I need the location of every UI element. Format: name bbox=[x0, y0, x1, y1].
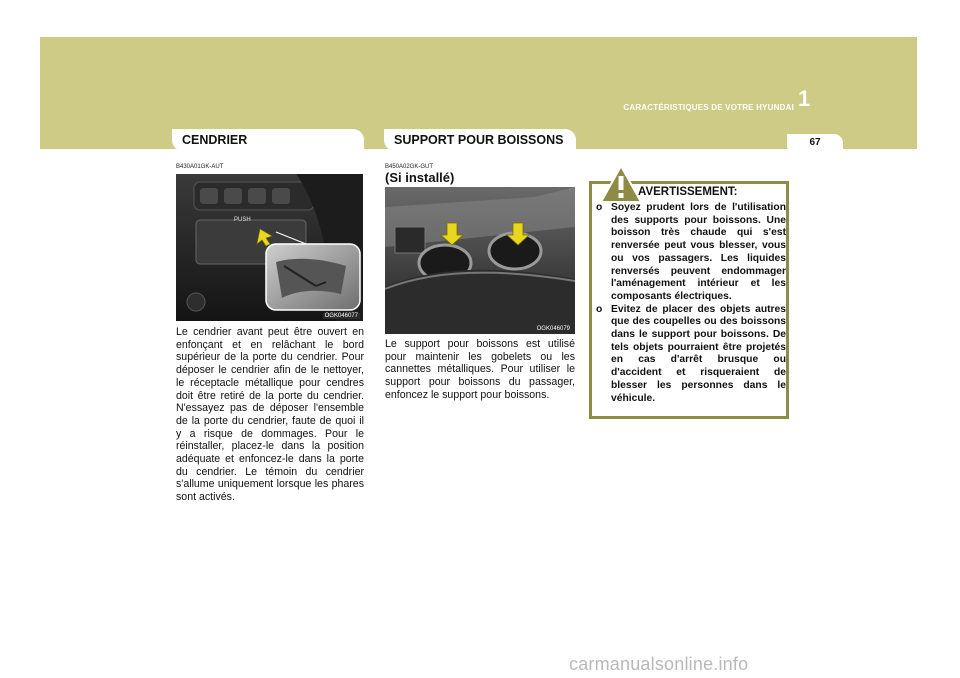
photo-caption: OGK046077 bbox=[324, 313, 358, 319]
cupholder-photo bbox=[385, 187, 575, 334]
cupholder-body-text: Le support pour boissons est utilisé pour maintenir les gobelets ou les cannettes métalliques. Pour utiliser le support pour boissons du passager, enfoncez le support pour boissons. bbox=[385, 338, 575, 401]
warning-box bbox=[589, 181, 789, 419]
section-code: B450A02GK-GUT bbox=[385, 164, 434, 170]
section-subtitle: (Si installé) bbox=[385, 170, 455, 185]
ashtray-body-text: Le cendrier avant peut être ouvert en enfonçant et en relâchant le bord supérieur de la porte du cendrier. Pour déposer le cendrier afin de le nettoyer, le réceptacle métallique pour cendres doit être retiré de la porte du cendrier. N'essayez pas de déposer l'ensemble de la porte du cendrier, faute de quoi il y a risque de dommages. Pour le réinstaller, placez-le dans la position adéquate et enfoncez-le dans la porte du cendrier. Le témoin du cendrier s'allume uniquement lorsque les phares sont activés. bbox=[176, 326, 364, 504]
cupholder-illustration bbox=[385, 187, 575, 334]
photo-label: PUSH bbox=[234, 217, 251, 223]
chapter-title: CARACTÉRISTIQUES DE VOTRE HYUNDAI bbox=[623, 103, 794, 112]
watermark: carmanualsonline.info bbox=[569, 654, 749, 674]
warning-title: AVERTISSEMENT: bbox=[638, 186, 738, 198]
warning-item-text: Evitez de placer des objets autres que des coupelles ou des boissons dans le support pour boissons. De tels objets pourraient être projetés en cas d'arrêt brusque ou d'accident et risqueraient de blesser les personnes dans le véhicule. bbox=[611, 303, 786, 404]
section-heading-cendrier: CENDRIER bbox=[172, 129, 364, 151]
section-code: B430A01GK-AUT bbox=[176, 164, 224, 170]
chapter-number: 1 bbox=[798, 86, 811, 111]
warning-bullet: o bbox=[596, 202, 603, 213]
warning-item bbox=[596, 202, 786, 304]
warning-item-text: Soyez prudent lors de l'utilisation des supports pour boissons. Une boisson très chaude qui s'est renversée peut vous blesser, vous ou vos passagers. Les liquides renversés peuvent endommager l'aménagement intérieur et les composants électriques. bbox=[611, 202, 786, 302]
photo-caption: OGK046079 bbox=[536, 326, 570, 332]
ashtray-illustration bbox=[176, 174, 363, 321]
ashtray-photo bbox=[176, 174, 363, 321]
page-number: 67 bbox=[787, 134, 843, 154]
warning-list bbox=[596, 202, 786, 405]
section-heading-support-boissons: SUPPORT POUR BOISSONS bbox=[384, 129, 576, 151]
warning-bullet: o bbox=[596, 303, 603, 315]
warning-triangle-icon bbox=[600, 165, 642, 203]
warning-item bbox=[596, 304, 786, 406]
